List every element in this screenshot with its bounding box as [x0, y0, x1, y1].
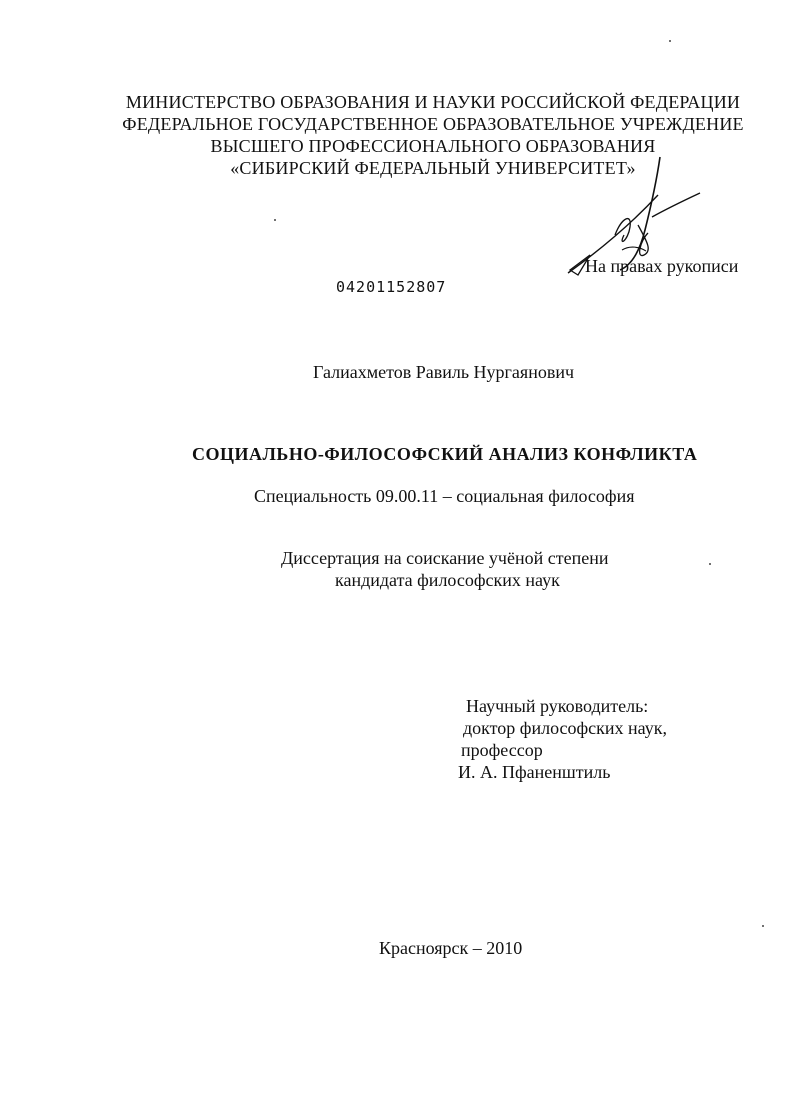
- scan-speck: [274, 219, 276, 221]
- header-institution-type: ФЕДЕРАЛЬНОЕ ГОСУДАРСТВЕННОЕ ОБРАЗОВАТЕЛЬНОЕ УЧРЕЖДЕНИЕ: [122, 114, 744, 134]
- header-education-level: ВЫСШЕГО ПРОФЕССИОНАЛЬНОГО ОБРАЗОВАНИЯ: [210, 136, 656, 156]
- specialty: Специальность 09.00.11 – социальная философия: [254, 486, 635, 506]
- scan-speck: [762, 925, 764, 927]
- header-ministry: МИНИСТЕРСТВО ОБРАЗОВАНИЯ И НАУКИ РОССИЙСКОЙ ФЕДЕРАЦИИ: [125, 92, 741, 112]
- degree-line-2: кандидата философских наук: [335, 570, 560, 590]
- supervisor-degree: доктор философских наук,: [463, 718, 667, 738]
- scan-speck: [709, 563, 711, 565]
- document-code: 04201152807: [336, 278, 447, 296]
- supervisor-name: И. А. Пфаненштиль: [458, 762, 611, 782]
- city-year: Красноярск – 2010: [379, 938, 523, 958]
- supervisor-label: Научный руководитель:: [466, 696, 649, 716]
- header-university: «СИБИРСКИЙ ФЕДЕРАЛЬНЫЙ УНИВЕРСИТЕТ»: [230, 158, 636, 178]
- author-name: Галиахметов Равиль Нургаянович: [313, 362, 575, 382]
- manuscript-note: На правах рукописи: [585, 256, 739, 276]
- dissertation-title: СОЦИАЛЬНО-ФИЛОСОФСКИЙ АНАЛИЗ КОНФЛИКТА: [192, 444, 698, 464]
- supervisor-rank: профессор: [461, 740, 543, 760]
- scan-speck: [669, 40, 671, 42]
- degree-line-1: Диссертация на соискание учёной степени: [281, 548, 609, 568]
